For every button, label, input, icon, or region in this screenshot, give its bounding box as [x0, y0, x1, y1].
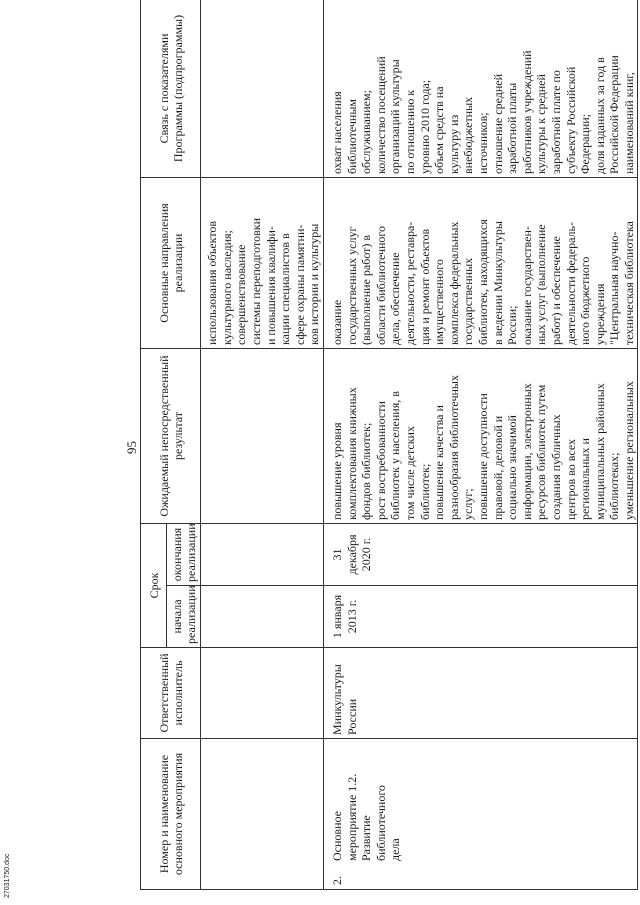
cell-responsible: Минкультуры России [324, 648, 638, 739]
cell-directions: оказание государственных услуг (выполнение работ) в области библиотечного дела, обеспечение деятельности, реставра- ция и ремонт объектов имущественного комплекса федеральных государственных библиотек, находящихся в ведении Минкультуры России; оказание государствен- ных услуг (выполнение работ) и обеспечение деятельности федераль- ного бюджетного учреждения "Центральная научно- техническая библиотека [324, 178, 638, 349]
header-result: Ожидаемый непосредственный результат [141, 349, 201, 524]
continuation-directions: использования объектов культурного наследия; совершенствование системы переподготовки и повышения квалифи- кации специалистов в сфере охраны памятни- ков истории и культуры [201, 178, 324, 349]
footer-doc-code: 27031750.doc [4, 853, 11, 898]
rotated-landscape-content [126, 0, 640, 890]
cell-link: охват населения библиотечным обслуживанием; количество посещений организаций культуры по отношению к уровню 2010 года; объем средств на культуру из внебюджетных источников; отношение средней заработной платы работников учреждений культуры к средней заработной плате по субъекту Российской Федерации; доля изданных за год в Российской Федерации наименований книг, [324, 0, 638, 178]
header-link: Связь с показателями Программы (подпрограммы) [141, 0, 201, 178]
program-activities-table [140, 0, 638, 890]
page-number: 95 [124, 441, 139, 454]
activity-name: Основное мероприятие 1.2. Развитие библиотечного дела [330, 773, 403, 861]
header-responsible: Ответственный исполнитель [141, 648, 201, 739]
table-row-continuation [201, 0, 324, 890]
header-start: начала реализации [167, 586, 201, 648]
cell-end: 31 декабря 2020 г. [324, 524, 638, 586]
header-num-name: Номер и наименование основного мероприятия [141, 739, 201, 890]
cell-start: 1 января 2013 г. [324, 586, 638, 648]
header-end: окончания реализации [167, 524, 201, 586]
table-row-activity-1-2 [324, 0, 638, 890]
cell-num-name [324, 739, 638, 890]
row-number: 2. [330, 876, 344, 885]
cell-result: повышение уровня комплектования книжных фондов библиотек; рост востребованности библиотек у населения, в том числе детских библиотек; повышение качества и разнообразия библиотечных услуг; повышение доступности правовой, деловой и социально значимой информации, электронных ресурсов библиотек путем создания публичных центров во всех региональных и муниципальных районных библиотеках; уменьшение региональных [324, 349, 638, 524]
header-directions: Основные направления реализации [141, 178, 201, 349]
header-term: Срок [141, 524, 167, 648]
